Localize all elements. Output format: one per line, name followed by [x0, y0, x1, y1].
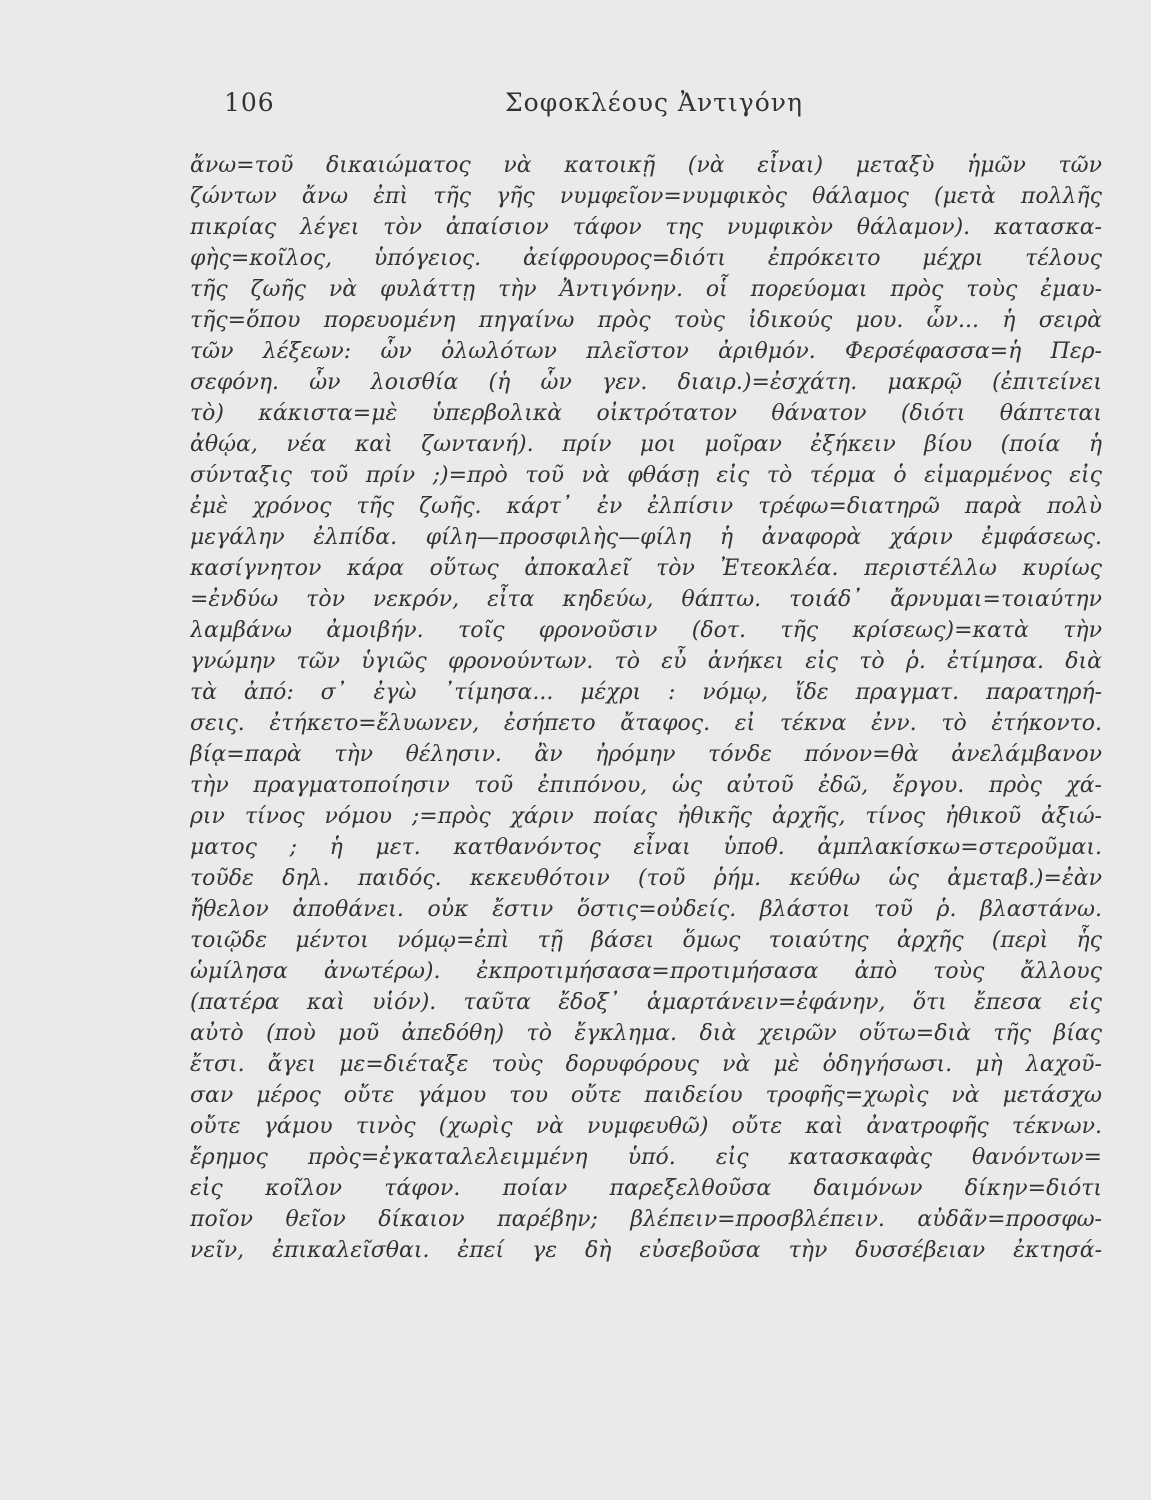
text-line: ἤθελον ἀποθάνει. οὐκ ἔστιν ὅστις=οὐδείς. βλάστοι τοῦ ῥ. βλαστάνω. [190, 897, 1102, 922]
text-line: σαν μέρος οὔτε γάμου του οὔτε παιδείου τροφῆς=χωρὶς νὰ μετάσχω [190, 1083, 1102, 1108]
text-line: μεγάλην ἐλπίδα. φίλη—προσφιλὴς—φίλη ἡ ἀναφορὰ χάριν ἐμφάσεως. [190, 525, 1102, 550]
text-line: ἔτσι. ἄγει με=διέταξε τοὺς δορυφόρους νὰ μὲ ὁδηγήσωσι. μὴ λαχοῦ- [190, 1052, 1102, 1077]
text-line: τῆς=ὅπου πορευομένη πηγαίνω πρὸς τοὺς ἰδικούς μου. ὧν... ἡ σειρὰ [190, 308, 1102, 333]
text-line: τοιῷδε μέντοι νόμῳ=ἐπὶ τῇ βάσει ὅμως τοιαύτης ἀρχῆς (περὶ ἧς [190, 928, 1102, 953]
text-line: γνώμην τῶν ὑγιῶς φρονούντων. τὸ εὖ ἀνήκει εἰς τὸ ῥ. ἐτίμησα. διὰ [190, 649, 1102, 674]
text-line: ματος ; ἡ μετ. κατθανόντος εἶναι ὑποθ. ἀμπλακίσκω=στεροῦμαι. [190, 835, 1102, 860]
text-line: σύνταξις τοῦ πρίν ;)=πρὸ τοῦ νὰ φθάσῃ εἰς τὸ τέρμα ὁ εἱμαρμένος εἰς [190, 463, 1102, 488]
text-line: σεις. ἐτήκετο=ἔλυωνεν, ἐσήπετο ἄταφος. εἰ τέκνα ἐνν. τὸ ἐτήκοντο. [190, 711, 1102, 736]
text-line: ἄνω=τοῦ δικαιώματος νὰ κατοικῇ (νὰ εἶναι) μεταξὺ ἡμῶν τῶν [190, 153, 1102, 178]
text-line: ὡμίλησα ἀνωτέρω). ἐκπροτιμήσασα=προτιμήσασα ἀπὸ τοὺς ἄλλους [190, 959, 1102, 984]
page-header [0, 88, 1151, 128]
text-line: ζώντων ἄνω ἐπὶ τῆς γῆς νυμφεῖον=νυμφικὸς θάλαμος (μετὰ πολλῆς [190, 184, 1102, 209]
text-line: φὴς=κοῖλος, ὑπόγειος. ἀείφρουρος=διότι ἐπρόκειτο μέχρι τέλους [190, 246, 1102, 271]
text-line: ἀθῴα, νέα καὶ ζωντανή). πρίν μοι μοῖραν ἐξήκειν βίου (ποία ἡ [190, 432, 1102, 457]
text-line: τὸ) κάκιστα=μὲ ὑπερβολικὰ οἰκτρότατον θάνατον (διότι θάπτεται [190, 401, 1102, 426]
page-number: 106 [224, 88, 275, 117]
text-line: τῆς ζωῆς νὰ φυλάττῃ τὴν Ἀντιγόνην. οἷ πορεύομαι πρὸς τοὺς ἐμαυ- [190, 277, 1102, 302]
commentary-text [190, 150, 1102, 1266]
text-line: τὴν πραγματοποίησιν τοῦ ἐπιπόνου, ὡς αὐτοῦ ἐδῶ, ἔργου. πρὸς χά- [190, 773, 1102, 798]
text-line: βίᾳ=παρὰ τὴν θέλησιν. ἂν ἠρόμην τόνδε πόνον=θὰ ἀνελάμβανον [190, 742, 1102, 767]
text-line: οὔτε γάμου τινὸς (χωρὶς νὰ νυμφευθῶ) οὔτε καὶ ἀνατροφῆς τέκνων. [190, 1114, 1102, 1139]
text-line: τοῦδε δηλ. παιδός. κεκευθότοιν (τοῦ ῥήμ. κεύθω ὡς ἀμεταβ.)=ἐὰν [190, 866, 1102, 891]
text-line: σεφόνη. ὧν λοισθία (ἡ ὧν γεν. διαιρ.)=ἐσχάτη. μακρῷ (ἐπιτείνει [190, 370, 1102, 395]
text-line: (πατέρα καὶ υἱόν). ταῦτα ἔδοξ᾽ ἁμαρτάνειν=ἐφάνην, ὅτι ἔπεσα εἰς [190, 990, 1102, 1015]
running-title: Σοφοκλέους Ἀντιγόνη [505, 88, 803, 117]
text-line: νεῖν, ἐπικαλεῖσθαι. ἐπεί γε δὴ εὐσεβοῦσα τὴν δυσσέβειαν ἐκτησά- [190, 1238, 1102, 1263]
text-line: =ἐνδύω τὸν νεκρόν, εἶτα κηδεύω, θάπτω. τοιάδ᾽ ἄρνυμαι=τοιαύτην [190, 587, 1102, 612]
text-line: ἐμὲ χρόνος τῆς ζωῆς. κάρτ᾽ ἐν ἐλπίσιν τρέφω=διατηρῶ παρὰ πολὺ [190, 494, 1102, 519]
text-line: πικρίας λέγει τὸν ἀπαίσιον τάφον της νυμφικὸν θάλαμον). κατασκα- [190, 215, 1102, 240]
text-line: ποῖον θεῖον δίκαιον παρέβην; βλέπειν=προσβλέπειν. αὐδᾶν=προσφω- [190, 1207, 1102, 1232]
text-line: λαμβάνω ἀμοιβήν. τοῖς φρονοῦσιν (δοτ. τῆς κρίσεως)=κατὰ τὴν [190, 618, 1102, 643]
text-line: τὰ ἀπό: σ᾽ ἐγὼ ᾽τίμησα... μέχρι : νόμῳ, ἴδε πραγματ. παρατηρή- [190, 680, 1102, 705]
text-line: ριν τίνος νόμου ;=πρὸς χάριν ποίας ἠθικῆς ἀρχῆς, τίνος ἠθικοῦ ἀξιώ- [190, 804, 1102, 829]
text-line: ἔρημος πρὸς=ἐγκαταλελειμμένη ὑπό. εἰς κατασκαφὰς θανόντων= [190, 1145, 1102, 1170]
text-line: αὐτὸ (ποὺ μοῦ ἀπεδόθη) τὸ ἔγκλημα. διὰ χειρῶν οὕτω=διὰ τῆς βίας [190, 1021, 1102, 1046]
text-line: τῶν λέξεων: ὧν ὀλωλότων πλεῖστον ἀριθμόν. Φερσέφασσα=ἡ Περ- [190, 339, 1102, 364]
text-line: εἰς κοῖλον τάφον. ποίαν παρεξελθοῦσα δαιμόνων δίκην=διότι [190, 1176, 1102, 1201]
text-line: κασίγνητον κάρα οὕτως ἀποκαλεῖ τὸν Ἐτεοκλέα. περιστέλλω κυρίως [190, 556, 1102, 581]
